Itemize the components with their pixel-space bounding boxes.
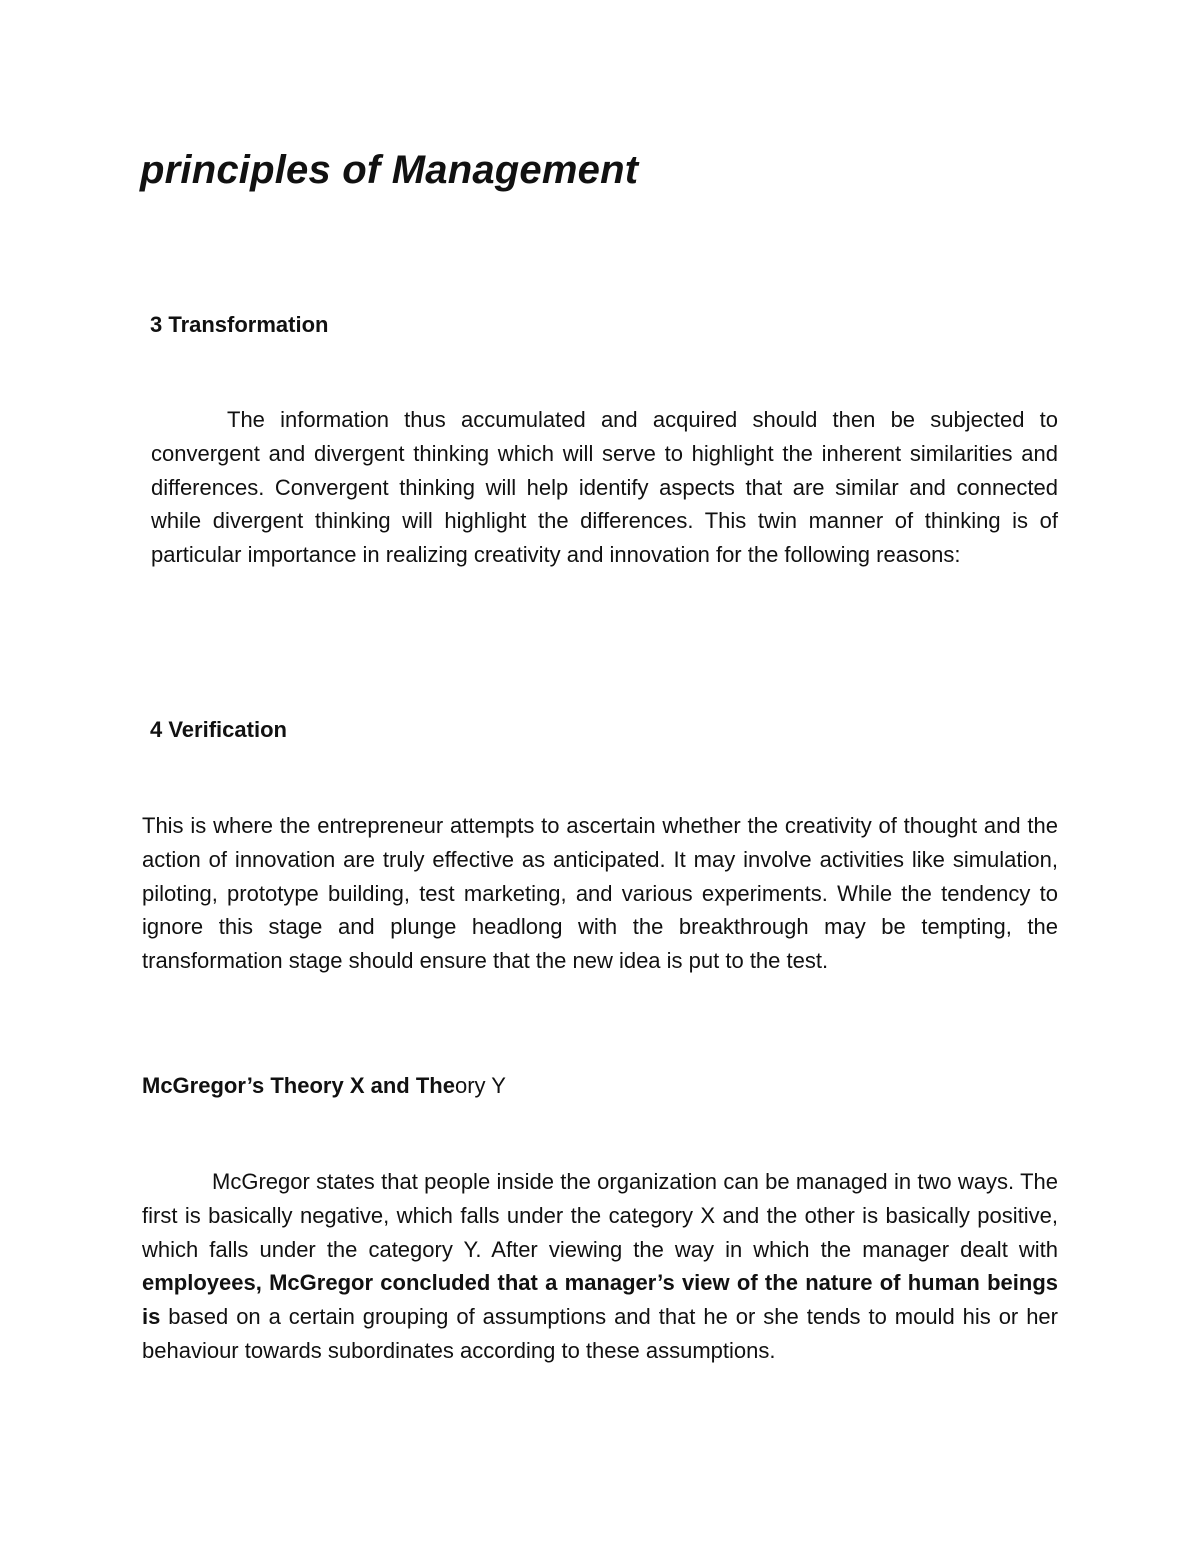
section-heading-transformation: 3 Transformation xyxy=(150,312,329,337)
section-heading-verification: 4 Verification xyxy=(150,717,287,742)
section-paragraph-mcgregor xyxy=(142,1165,1058,1368)
mcgregor-paragraph-part1: McGregor states that people inside the organization can be managed in two ways. The first is basically negative, which falls under the category X and the other is basically positive, which falls under the category Y. After viewing the way in which the manager dealt with xyxy=(142,1169,1058,1262)
mcgregor-paragraph-part2: based on a certain grouping of assumptions and that he or she tends to mould his or her behaviour towards subordinates according to these assumptions. xyxy=(142,1304,1058,1363)
section-heading-mcgregor-bold: McGregor’s Theory X and The xyxy=(142,1073,455,1098)
document-title: principles of Management xyxy=(140,148,639,192)
section-paragraph-verification: This is where the entrepreneur attempts to ascertain whether the creativity of thought and the action of innovation are truly effective as anticipated. It may involve activities like simulation, piloting, prototype building, test marketing, and various experiments. While the tendency to ignore this stage and plunge headlong with the breakthrough may be tempting, the transformation stage should ensure that the new idea is put to the test. xyxy=(142,813,1058,974)
section-heading-mcgregor xyxy=(142,1073,506,1099)
section-paragraph-transformation: The information thus accumulated and acquired should then be subjected to convergent and divergent thinking which will serve to highlight the inherent similarities and differences. Convergent thinking will help identify aspects that are similar and connected while divergent thinking will highlight the differences. This twin manner of thinking is of particular importance in realizing creativity and innovation for the following reasons: xyxy=(151,407,1058,568)
section-heading-mcgregor-regular: ory Y xyxy=(454,1073,506,1098)
mcgregor-paragraph-bold: employees, McGregor concluded that a manager’s view of the nature of human beings is xyxy=(142,1270,1058,1330)
